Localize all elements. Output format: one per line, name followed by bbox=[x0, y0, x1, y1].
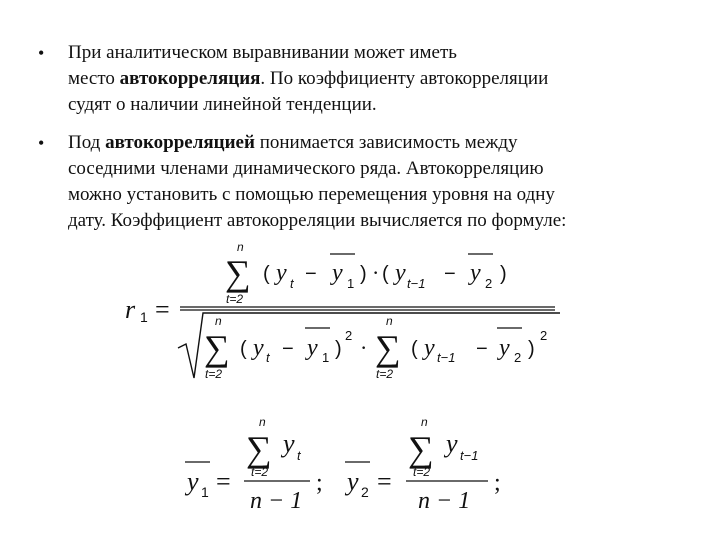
paren: ) bbox=[528, 338, 535, 360]
y-var: y bbox=[253, 335, 264, 361]
denominator: n − 1 bbox=[418, 488, 471, 514]
minus-sign: − bbox=[305, 263, 317, 285]
y-var: y bbox=[307, 335, 318, 361]
subscript: 2 bbox=[361, 484, 369, 500]
denominator: n − 1 bbox=[250, 488, 303, 514]
term-autocorrelation-def: автокорреляцией bbox=[105, 132, 255, 153]
sum-upper: n bbox=[259, 415, 266, 429]
subscript: t−1 bbox=[460, 448, 479, 463]
bullet-1-line-3: судят о наличии линейной тенденции. bbox=[68, 94, 377, 115]
y-var: y bbox=[499, 335, 510, 361]
sum-symbol: ∑ bbox=[375, 328, 401, 368]
dot-operator: · bbox=[360, 335, 368, 360]
equals-sign: = bbox=[155, 295, 170, 324]
equals-sign: = bbox=[216, 467, 231, 496]
y-var: y bbox=[470, 260, 481, 286]
y-var: y bbox=[283, 429, 295, 458]
bullet-1-line-2: место автокорреляция. По коэффициенту автокорреляции bbox=[68, 68, 549, 89]
sum-lower: t=2 bbox=[251, 465, 269, 479]
paren: ( bbox=[382, 263, 389, 285]
bullet-1-line-1: При аналитическом выравнивании может иметь bbox=[68, 42, 457, 63]
sum-lower: t=2 bbox=[413, 465, 431, 479]
bullet-dot: • bbox=[38, 43, 45, 63]
subscript: t−1 bbox=[437, 350, 456, 365]
sum-symbol: ∑ bbox=[246, 429, 272, 469]
y-var: y bbox=[276, 260, 287, 286]
paren: ( bbox=[263, 263, 270, 285]
r-subscript: 1 bbox=[140, 309, 148, 325]
exponent: 2 bbox=[345, 328, 353, 343]
bullet-2-line-1: Под автокорреляцией понимается зависимость между bbox=[68, 132, 518, 153]
y-var: y bbox=[446, 429, 458, 458]
paren: ) bbox=[360, 263, 367, 285]
subscript: 2 bbox=[485, 276, 493, 291]
paren: ( bbox=[240, 338, 247, 360]
y-var: y bbox=[347, 467, 359, 496]
semicolon: ; bbox=[316, 470, 323, 496]
exponent: 2 bbox=[540, 328, 548, 343]
bullet-2-line-2: соседними членами динамического ряда. Автокорреляцию bbox=[68, 158, 544, 179]
sum-lower: t=2 bbox=[205, 367, 223, 381]
subscript: t bbox=[297, 448, 301, 463]
subscript: t−1 bbox=[407, 276, 426, 291]
sum-symbol: ∑ bbox=[204, 328, 230, 368]
paren: ) bbox=[500, 263, 507, 285]
y-var: y bbox=[424, 335, 435, 361]
subscript: 1 bbox=[322, 350, 330, 365]
y-var: y bbox=[332, 260, 343, 286]
dot-operator: · bbox=[372, 260, 380, 285]
subscript: t bbox=[266, 350, 270, 365]
sum-symbol: ∑ bbox=[225, 253, 251, 293]
sum-symbol: ∑ bbox=[408, 429, 434, 469]
subscript: 1 bbox=[201, 484, 209, 500]
semicolon: ; bbox=[494, 470, 501, 496]
sum-lower: t=2 bbox=[376, 367, 394, 381]
equals-sign: = bbox=[377, 467, 392, 496]
sum-upper: n bbox=[421, 415, 428, 429]
y-var: y bbox=[187, 467, 199, 496]
minus-sign: − bbox=[444, 263, 456, 285]
minus-sign: − bbox=[282, 338, 294, 360]
bullet-2-line-4: дату. Коэффициент автокорреляции вычисляется по формуле: bbox=[68, 210, 567, 231]
minus-sign: − bbox=[476, 338, 488, 360]
bullet-2-line-3: можно установить с помощью перемещения уровня на одну bbox=[68, 184, 555, 205]
sum-lower: t=2 bbox=[226, 292, 244, 306]
r-symbol: r bbox=[125, 295, 136, 324]
paren: ( bbox=[411, 338, 418, 360]
subscript: 1 bbox=[347, 276, 355, 291]
subscript: t bbox=[290, 276, 294, 291]
subscript: 2 bbox=[514, 350, 522, 365]
y-var: y bbox=[395, 260, 406, 286]
term-autocorrelation: автокорреляция bbox=[119, 68, 261, 89]
sum-upper: n bbox=[386, 314, 393, 328]
paren: ) bbox=[335, 338, 342, 360]
bullet-dot: • bbox=[38, 133, 45, 153]
sum-upper: n bbox=[215, 314, 222, 328]
sum-upper: n bbox=[237, 240, 244, 254]
